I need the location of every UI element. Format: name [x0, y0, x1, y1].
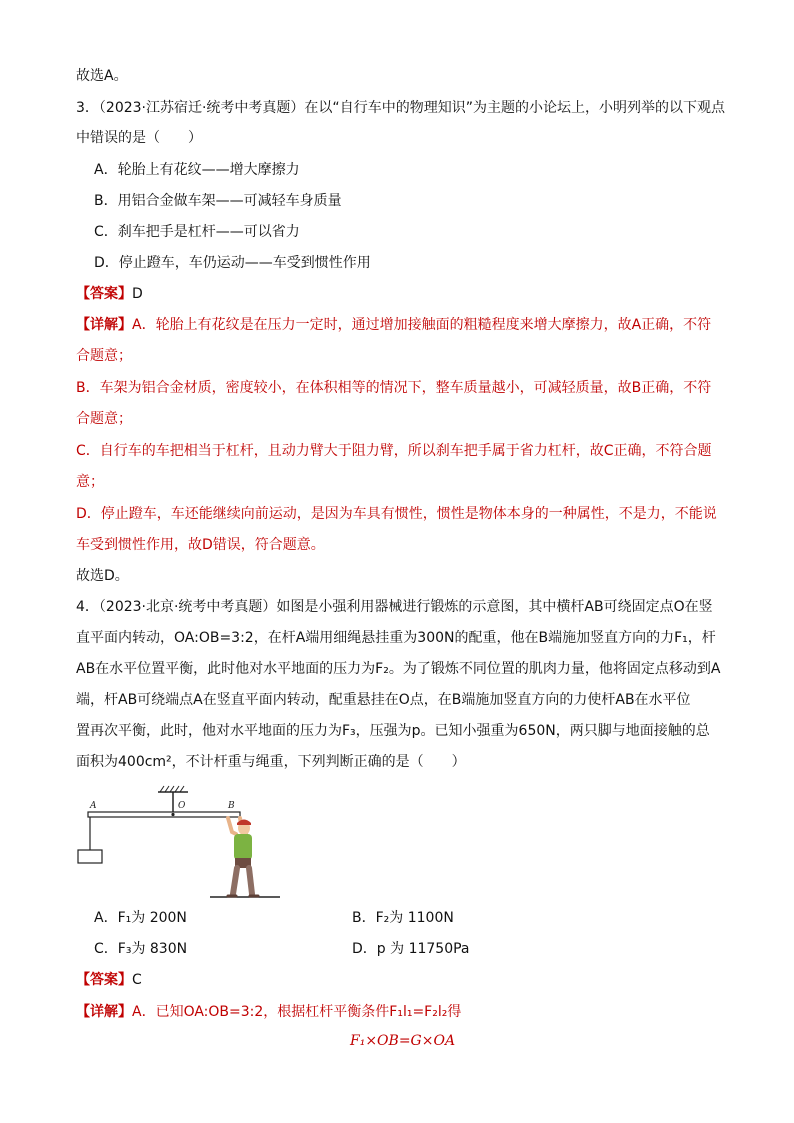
question-4-option-a: A．F₁为 200N: [94, 910, 187, 926]
question-4-stem-1: 4．（2023·北京·统考中考真题）如图是小强利用器械进行锻炼的示意图，其中横杆AB可绕固定点O在竖: [76, 599, 713, 615]
question-3-detail-b-cont: 合题意；: [76, 411, 132, 427]
detail-tag: 【详解】: [76, 317, 132, 333]
question-3-stem: 3．（2023·江苏宿迁·统考中考真题）在以“自行车中的物理知识”为主题的小论坛上，小明列举的以下观点: [76, 100, 725, 116]
answer-value: D: [132, 286, 143, 302]
question-4-stem-5: 置再次平衡，此时，他对水平地面的压力为F₃，压强为p。已知小强重为650N，两只脚与地面接触的总: [76, 723, 710, 739]
question-4-stem-2: 直平面内转动，OA:OB=3:2，在杆A端用细绳悬挂重为300N的配重，他在B端施加竖直方向的力F₁，杆: [76, 630, 716, 646]
question-3-option-c: C．刹车把手是杠杆——可以省力: [94, 224, 300, 240]
answer-value: C: [132, 972, 142, 988]
question-4-stem-4: 端，杆AB可绕端点A在竖直平面内转动，配重悬挂在O点，在B端施加竖直方向的力使杆AB在水平位: [76, 692, 691, 708]
lever-exercise-figure: [70, 776, 290, 902]
question-3-detail-d: D．停止蹬车，车还能继续向前运动，是因为车具有惯性，惯性是物体本身的一种属性，不是力，不能说: [76, 506, 717, 522]
lever-bar: [88, 812, 240, 817]
person-icon: [228, 818, 258, 896]
label-b: B: [228, 801, 235, 811]
label-a: A: [90, 801, 97, 811]
label-o: O: [178, 801, 186, 811]
question-3-detail-c-cont: 意；: [76, 474, 104, 490]
question-3-conclusion: 故选D。: [76, 568, 129, 584]
question-4-answer: [76, 970, 142, 990]
question-4-stem-3: AB在水平位置平衡，此时他对水平地面的压力为F₂。为了锻炼不同位置的肌肉力量，他将固定点移动到A: [76, 661, 721, 677]
question-3-option-a: A．轮胎上有花纹——增大摩擦力: [94, 162, 300, 178]
question-4-option-c: C．F₃为 830N: [94, 941, 188, 957]
question-4-stem-6: 面积为400cm²，不计杆重与绳重，下列判断正确的是（ ）: [76, 754, 466, 770]
question-3-option-b: B．用铝合金做车架——可减轻车身质量: [94, 193, 342, 209]
detail-text: A．已知OA:OB=3:2，根据杠杆平衡条件F₁l₁=F₂l₂得: [132, 1004, 462, 1020]
answer-tag: 【答案】: [76, 286, 132, 302]
counterweight: [78, 850, 102, 863]
question-3-detail-d-cont: 车受到惯性作用，故D错误，符合题意。: [76, 537, 325, 553]
detail-text: A．轮胎上有花纹是在压力一定时，通过增加接触面的粗糙程度来增大摩擦力，故A正确，不符: [132, 317, 712, 333]
question-3-detail-b: B．车架为铝合金材质，密度较小，在体积相等的情况下，整车质量越小，可减轻质量，故B正确，不符: [76, 380, 712, 396]
detail-tag: 【详解】: [76, 1004, 132, 1020]
question-4-detail-a: [76, 1002, 461, 1022]
text-line: 故选A。: [76, 68, 128, 84]
pivot-point-o: [171, 813, 174, 816]
question-3-detail-a: [76, 315, 711, 335]
question-3-stem-cont: 中错误的是（ ）: [76, 130, 202, 146]
answer-tag: 【答案】: [76, 972, 132, 988]
question-4-option-d: D．p 为 11750Pa: [352, 941, 470, 957]
question-4-option-b: B．F₂为 1100N: [352, 910, 454, 926]
lever-formula: F₁×OB=G×OA: [350, 1033, 456, 1049]
question-3-detail-c: C．自行车的车把相当于杠杆，且动力臂大于阻力臂，所以刹车把手属于省力杠杆，故C正确，不符合题: [76, 443, 712, 459]
question-3-option-d: D．停止蹬车，车仍运动——车受到惯性作用: [94, 255, 371, 271]
question-3-detail-a-cont: 合题意；: [76, 348, 132, 364]
question-3-answer: [76, 284, 143, 304]
